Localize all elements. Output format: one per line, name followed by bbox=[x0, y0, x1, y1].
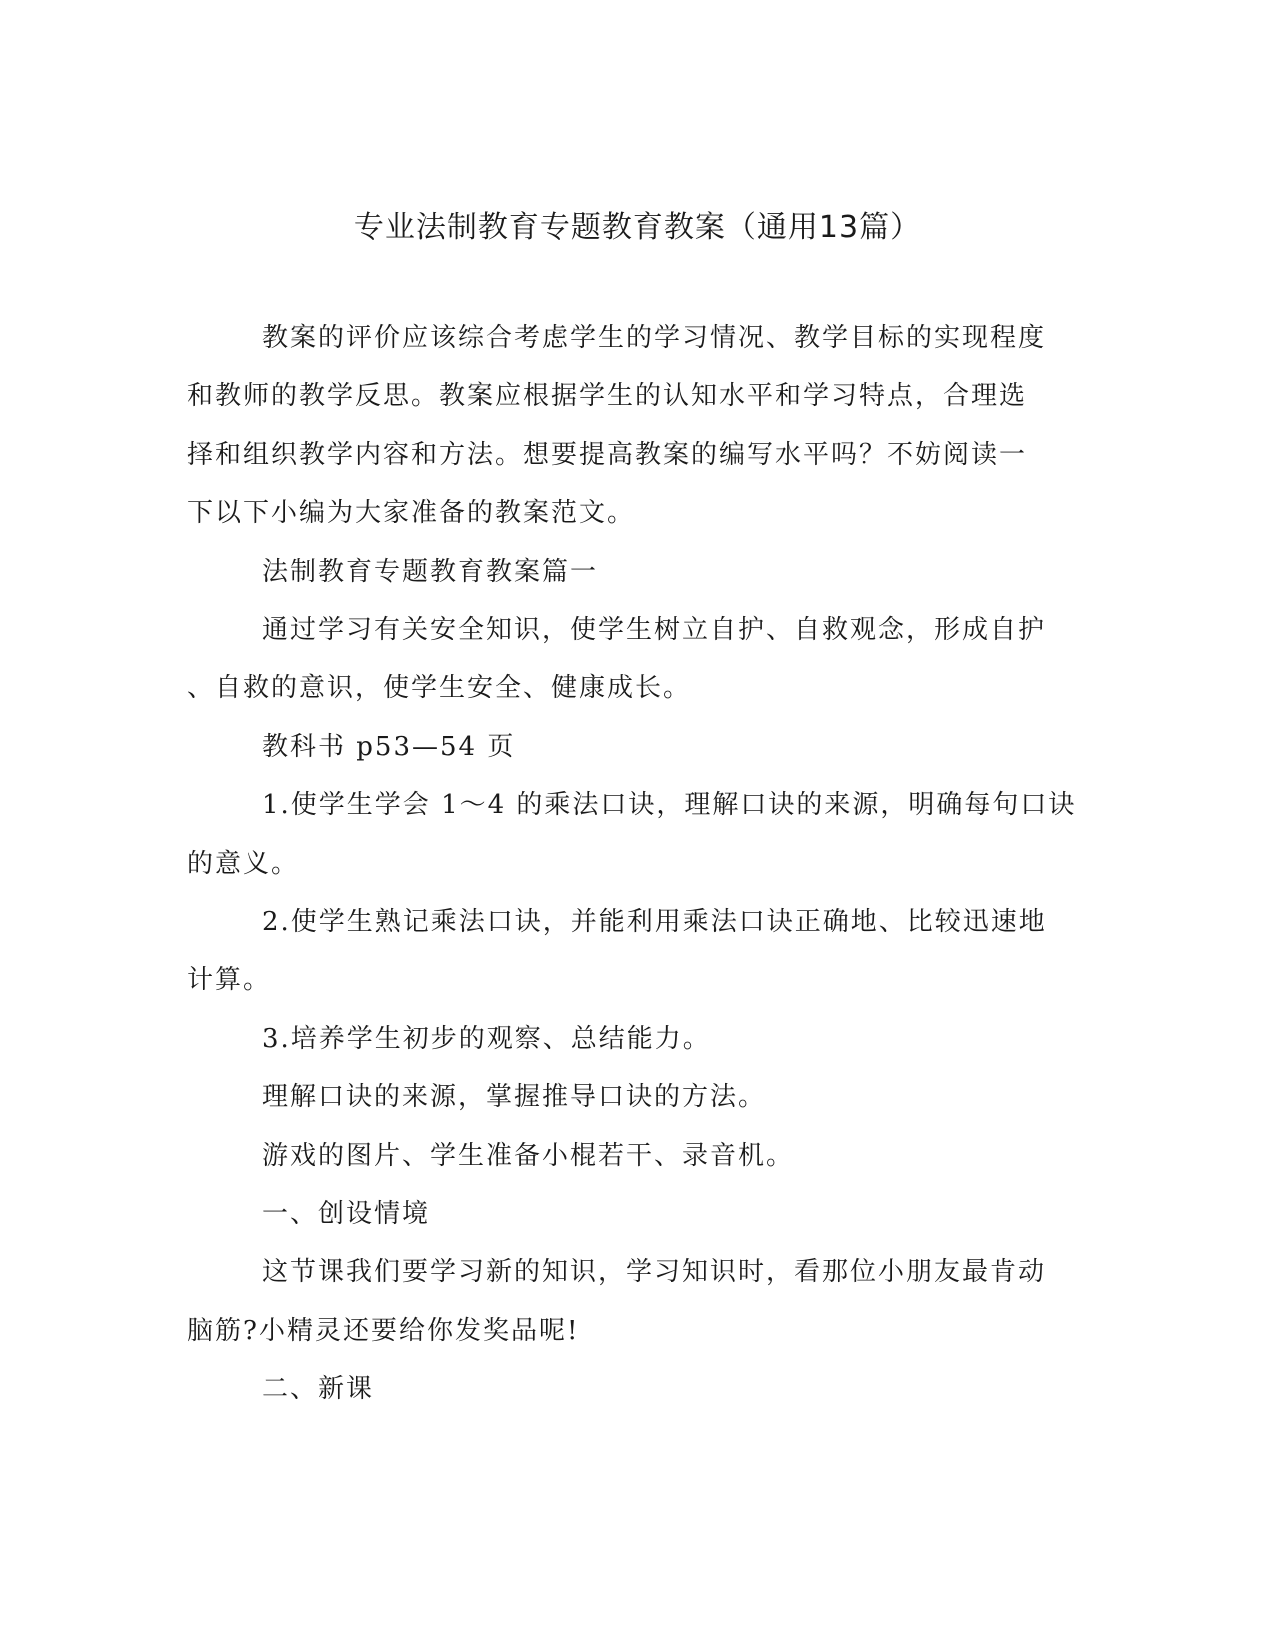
document-title: 专业法制教育专题教育教案（通用13篇） bbox=[353, 210, 922, 245]
list-item: 1.使学生学会 1～4 的乘法口诀，理解口诀的来源，明确每句口诀 bbox=[262, 790, 1077, 820]
section-heading: 法制教育专题教育教案篇一 bbox=[262, 557, 599, 587]
list-item-continuation: 的意义。 bbox=[187, 849, 300, 879]
paragraph-line: 游戏的图片、学生准备小棍若干、录音机。 bbox=[262, 1141, 795, 1171]
list-item: 3.培养学生初步的观察、总结能力。 bbox=[262, 1024, 711, 1054]
list-item-continuation: 计算。 bbox=[187, 965, 272, 995]
paragraph-line: 这节课我们要学习新的知识，学习知识时，看那位小朋友最肯动 bbox=[262, 1257, 1047, 1287]
paragraph-line: 通过学习有关安全知识，使学生树立自护、自救观念，形成自护 bbox=[262, 615, 1047, 645]
paragraph-line: 教科书 p53—54 页 bbox=[262, 732, 516, 762]
paragraph-line: 理解口诀的来源，掌握推导口诀的方法。 bbox=[262, 1082, 767, 1112]
paragraph-line: 择和组织教学内容和方法。想要提高教案的编写水平吗？不妨阅读一 bbox=[187, 440, 1028, 470]
list-item: 2.使学生熟记乘法口诀，并能利用乘法口诀正确地、比较迅速地 bbox=[262, 907, 1047, 937]
paragraph-line: 、自救的意识，使学生安全、健康成长。 bbox=[187, 673, 692, 703]
paragraph-line: 教案的评价应该综合考虑学生的学习情况、教学目标的实现程度 bbox=[262, 323, 1047, 353]
section-heading: 一、创设情境 bbox=[262, 1199, 431, 1229]
section-heading: 二、新课 bbox=[262, 1374, 375, 1404]
paragraph-line: 脑筋?小精灵还要给你发奖品呢! bbox=[187, 1316, 580, 1346]
paragraph-line: 下以下小编为大家准备的教案范文。 bbox=[187, 498, 636, 528]
paragraph-line: 和教师的教学反思。教案应根据学生的认知水平和学习特点，合理选 bbox=[187, 381, 1028, 411]
